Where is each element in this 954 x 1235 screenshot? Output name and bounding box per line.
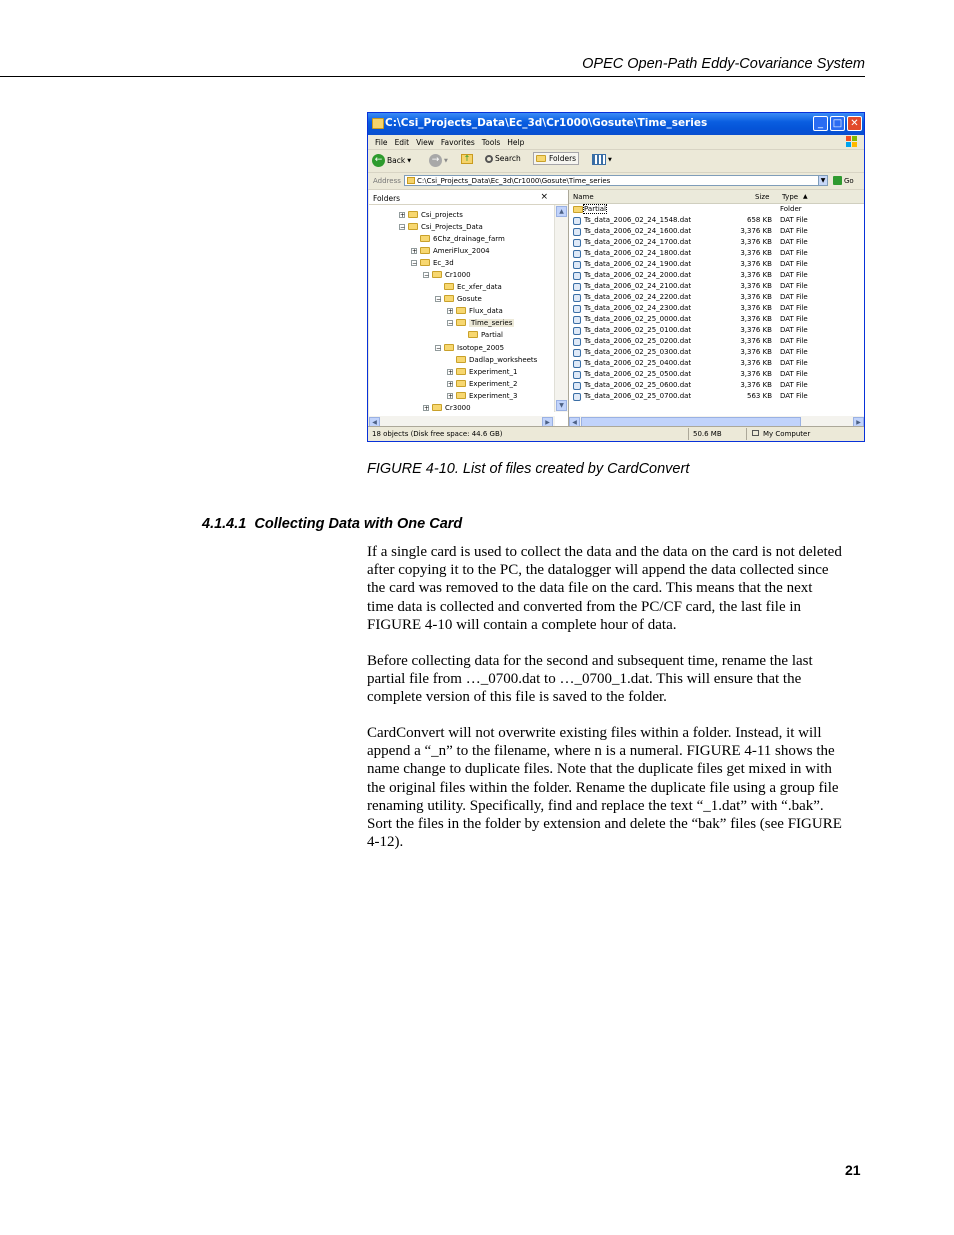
scroll-left-icon[interactable]: ◀: [369, 417, 380, 428]
menu-edit[interactable]: Edit: [394, 138, 410, 147]
file-row[interactable]: [569, 259, 865, 270]
folder-icon: [444, 295, 454, 302]
expander-icon[interactable]: +: [412, 247, 418, 255]
file-icon: [573, 327, 581, 335]
up-folder-icon: ↑: [461, 154, 473, 164]
title-bar: [368, 113, 864, 135]
tree-item[interactable]: [411, 257, 454, 268]
file-type: DAT File: [780, 271, 808, 279]
file-row[interactable]: [569, 226, 865, 237]
folder-icon: [536, 155, 546, 162]
file-type: DAT File: [780, 315, 808, 323]
expander-icon: [435, 284, 441, 290]
tree-item-label: Experiment_2: [469, 379, 518, 388]
up-folder-button[interactable]: [461, 154, 473, 164]
status-objects: 18 objects (Disk free space: 44.6 GB): [372, 430, 503, 438]
file-size: 3,376 KB: [740, 304, 772, 312]
expander-icon[interactable]: −: [424, 271, 430, 279]
text-line: after copying it to the PC, the datalogger will append the data collected since: [367, 562, 829, 579]
file-row[interactable]: [569, 292, 865, 303]
tree-item-label: Cr1000: [445, 270, 471, 279]
go-arrow-icon: [833, 176, 842, 185]
file-name: Ts_data_2006_02_25_0000.dat: [584, 315, 692, 323]
file-name: Ts_data_2006_02_24_2300.dat: [584, 304, 692, 312]
file-size: 3,376 KB: [740, 348, 772, 356]
tree-item[interactable]: [435, 342, 504, 353]
folder-icon: [372, 118, 384, 129]
go-button[interactable]: [833, 176, 854, 185]
file-type: DAT File: [780, 260, 808, 268]
text-line: name change to duplicate files. Note that the duplicate files get mixed in with: [367, 761, 832, 778]
file-type: DAT File: [780, 381, 808, 389]
page-number: 21: [845, 1162, 861, 1178]
text-line: the original files within the folder. Rename the duplicate file using a group file: [367, 779, 839, 796]
file-row[interactable]: [569, 358, 865, 369]
file-type: DAT File: [780, 326, 808, 334]
file-name: Ts_data_2006_02_25_0600.dat: [584, 381, 692, 389]
tree-item-selected[interactable]: [447, 317, 514, 328]
text-line: complete version of this file is saved to the folder.: [367, 689, 667, 706]
paragraph: [367, 652, 867, 707]
views-grid-icon: [592, 154, 606, 165]
tree-item[interactable]: [423, 402, 471, 413]
file-name: Ts_data_2006_02_25_0700.dat: [584, 392, 692, 400]
file-size: 3,376 KB: [740, 260, 772, 268]
tree-item[interactable]: [447, 354, 537, 365]
file-size: 3,376 KB: [740, 381, 772, 389]
menu-help[interactable]: Help: [507, 138, 525, 147]
page-header: [0, 54, 865, 77]
file-size: 3,376 KB: [740, 282, 772, 290]
address-label: Address: [373, 177, 401, 185]
tree-item[interactable]: [447, 305, 503, 316]
minimize-button[interactable]: _: [813, 116, 828, 131]
address-value: C:\Csi_Projects_Data\Ec_3d\Cr1000\Gosute\Time_series: [417, 177, 611, 185]
scroll-down-icon[interactable]: ▼: [556, 400, 567, 411]
folder-icon: [420, 235, 430, 242]
file-icon: [573, 294, 581, 302]
file-icon: [573, 371, 581, 379]
expander-icon[interactable]: −: [448, 319, 454, 327]
search-label: Search: [495, 154, 521, 163]
file-name: Ts_data_2006_02_24_1600.dat: [584, 227, 692, 235]
tree-item[interactable]: [423, 269, 471, 280]
expander-icon[interactable]: +: [448, 368, 454, 376]
file-name: Partial: [584, 205, 606, 213]
expander-icon: [459, 332, 465, 338]
search-button[interactable]: [485, 154, 521, 163]
menu-file[interactable]: File: [375, 138, 388, 147]
file-icon: [573, 261, 581, 269]
back-button[interactable]: [372, 154, 411, 167]
forward-button[interactable]: [429, 154, 448, 167]
file-name: Ts_data_2006_02_24_1548.dat: [584, 216, 692, 224]
folder-icon: [468, 331, 478, 338]
menu-bar: [368, 135, 864, 150]
text-line: If a single card is used to collect the data and the data on the card is not deleted: [367, 544, 842, 560]
expander-icon[interactable]: +: [448, 392, 454, 400]
expander-icon[interactable]: −: [400, 223, 406, 231]
expander-icon: [447, 357, 453, 363]
file-name: Ts_data_2006_02_24_2100.dat: [584, 282, 692, 290]
folders-pane-title: Folders: [373, 194, 401, 203]
figure-caption: FIGURE 4-10. List of files created by CardConvert: [367, 461, 690, 477]
file-type: DAT File: [780, 227, 808, 235]
folder-icon: [444, 283, 454, 290]
views-button[interactable]: [592, 154, 612, 165]
expander-icon[interactable]: −: [436, 295, 442, 303]
text-line: time data is collected and converted from the PC/CF card, the last file in: [367, 598, 802, 615]
file-name: Ts_data_2006_02_24_1900.dat: [584, 260, 692, 268]
folder-icon: [407, 177, 415, 184]
tree-item-label: Ec_3d: [433, 258, 454, 267]
tree-item[interactable]: [411, 245, 490, 256]
column-type[interactable]: Type: [782, 193, 799, 201]
file-type: DAT File: [780, 392, 808, 400]
folder-icon: [420, 259, 430, 266]
windows-logo-icon: [846, 136, 858, 147]
file-row[interactable]: [569, 215, 865, 226]
file-name: Ts_data_2006_02_25_0100.dat: [584, 326, 692, 334]
file-name: Ts_data_2006_02_24_1800.dat: [584, 249, 692, 257]
file-type: DAT File: [780, 238, 808, 246]
tree-item[interactable]: [447, 390, 517, 401]
explorer-window: [367, 112, 865, 442]
expander-icon[interactable]: +: [424, 404, 430, 412]
folders-label: Folders: [549, 154, 577, 163]
expander-icon: [411, 236, 417, 242]
expander-icon[interactable]: −: [436, 344, 442, 352]
folder-icon: [573, 206, 583, 213]
folder-icon: [444, 344, 454, 351]
file-row[interactable]: [569, 204, 865, 215]
file-type: DAT File: [780, 304, 808, 312]
file-name: Ts_data_2006_02_24_1700.dat: [584, 238, 692, 246]
folder-icon: [456, 356, 466, 363]
search-icon: [485, 155, 493, 163]
tree-item-label: AmeriFlux_2004: [433, 246, 490, 255]
file-name: Ts_data_2006_02_25_0200.dat: [584, 337, 692, 345]
file-row[interactable]: [569, 303, 865, 314]
address-input[interactable]: [404, 175, 827, 186]
folder-icon: [432, 404, 442, 411]
text-line: the card was removed to the data file on the card. This means that the next: [367, 580, 813, 597]
file-size: 658 KB: [747, 216, 772, 224]
dropdown-arrow-icon: ▼: [444, 157, 448, 164]
tree-item[interactable]: [399, 209, 463, 220]
file-size: 3,376 KB: [740, 271, 772, 279]
file-row[interactable]: [569, 248, 865, 259]
folders-pane-header: [369, 190, 568, 205]
text-line: 4-12).: [367, 834, 404, 851]
file-row[interactable]: [569, 369, 865, 380]
address-bar: [368, 173, 864, 190]
dropdown-arrow-icon: ▼: [608, 156, 612, 163]
expander-icon[interactable]: +: [448, 307, 454, 315]
tree-item-label: Experiment_1: [469, 367, 518, 376]
tree-item[interactable]: [447, 378, 517, 389]
file-type: DAT File: [780, 337, 808, 345]
menu-view[interactable]: View: [416, 138, 434, 147]
status-location: My Computer: [763, 430, 811, 438]
text-line: partial file from …_0700.dat to …_0700_1.dat. This will ensure that the: [367, 671, 802, 688]
tree-item-label: Time_series: [471, 318, 513, 327]
text-line: append a “_n” to the filename, where n is a numeral. FIGURE 4-11 shows the: [367, 743, 835, 760]
file-type: DAT File: [780, 359, 808, 367]
tree-item[interactable]: [411, 233, 505, 244]
open-folder-icon: [456, 319, 466, 326]
file-icon: [573, 272, 581, 280]
text-line: Sort the files in the folder by extension and delete the “bak” files (see FIGURE: [367, 816, 842, 833]
tree-item[interactable]: [435, 281, 502, 292]
file-size: 3,376 KB: [740, 315, 772, 323]
file-size: 3,376 KB: [740, 293, 772, 301]
file-row[interactable]: [569, 336, 865, 347]
tree-item-label: Cr3000: [445, 403, 471, 412]
file-icon: [573, 382, 581, 390]
header-title: OPEC Open-Path Eddy-Covariance System: [582, 56, 865, 72]
file-name: Ts_data_2006_02_24_2200.dat: [584, 293, 692, 301]
scroll-left-icon[interactable]: ◀: [569, 417, 580, 428]
file-icon: [573, 349, 581, 357]
expander-icon[interactable]: +: [400, 211, 406, 219]
text-line: CardConvert will not overwrite existing files within a folder. Instead, it will: [367, 725, 822, 741]
section-title: Collecting Data with One Card: [254, 516, 463, 532]
file-icon: [573, 283, 581, 291]
tree-item[interactable]: [459, 329, 503, 340]
file-icon: [573, 239, 581, 247]
scroll-right-icon[interactable]: ▶: [542, 417, 553, 428]
tree-item-label: 6Chz_drainage_farm: [433, 234, 505, 243]
tree-item-label: Gosute: [457, 294, 482, 303]
tree-item-label: Experiment_3: [469, 391, 518, 400]
status-size: 50.6 MB: [693, 430, 722, 438]
folder-icon: [420, 247, 430, 254]
file-icon: [573, 217, 581, 225]
tree-item-label: Csi_projects: [421, 210, 463, 219]
file-row[interactable]: [569, 281, 865, 292]
expander-icon[interactable]: −: [412, 259, 418, 267]
section-number: 4.1.4.1: [202, 516, 247, 532]
file-row[interactable]: [569, 325, 865, 336]
go-label: Go: [844, 176, 854, 185]
file-size: 3,376 KB: [740, 249, 772, 257]
folder-icon: [456, 307, 466, 314]
paragraph: [367, 543, 867, 634]
tree-item[interactable]: [399, 221, 483, 232]
tree-item-label: Isotope_2005: [457, 343, 505, 352]
scroll-up-icon[interactable]: ▲: [556, 206, 567, 217]
file-type: Folder: [780, 205, 802, 213]
menu-tools[interactable]: Tools: [481, 138, 501, 147]
text-line: FIGURE 4-10 will contain a complete hour of data.: [367, 616, 677, 633]
back-arrow-icon: ←: [372, 154, 385, 167]
file-type: DAT File: [780, 370, 808, 378]
folder-icon: [408, 211, 418, 218]
tree-item-label: Ec_xfer_data: [457, 282, 502, 291]
file-row[interactable]: [569, 270, 865, 281]
file-icon: [573, 360, 581, 368]
file-type: DAT File: [780, 348, 808, 356]
tree-item-label: Dadlap_worksheets: [469, 355, 538, 364]
file-type: DAT File: [780, 282, 808, 290]
address-dropdown-button[interactable]: ▼: [818, 175, 828, 186]
file-name: Ts_data_2006_02_24_2000.dat: [584, 271, 692, 279]
file-size: 3,376 KB: [740, 337, 772, 345]
computer-icon: [752, 430, 759, 436]
maximize-button[interactable]: □: [830, 116, 845, 131]
tree-vertical-scrollbar[interactable]: [554, 205, 568, 412]
sort-ascending-icon: ▲: [803, 193, 808, 200]
tree-item-label: Flux_data: [469, 306, 503, 315]
file-type: DAT File: [780, 216, 808, 224]
dropdown-arrow-icon: ▼: [407, 157, 412, 164]
folder-icon: [456, 380, 466, 387]
column-size[interactable]: Size: [755, 193, 770, 201]
folders-button[interactable]: [533, 152, 579, 165]
file-name: Ts_data_2006_02_25_0400.dat: [584, 359, 692, 367]
close-button[interactable]: ✕: [847, 116, 862, 131]
column-headers: [569, 190, 865, 204]
file-list-pane: [569, 190, 865, 428]
scroll-right-icon[interactable]: ▶: [853, 417, 864, 428]
tree-item-label: Partial: [481, 330, 503, 339]
file-row[interactable]: [569, 314, 865, 325]
file-name: Ts_data_2006_02_25_0300.dat: [584, 348, 692, 356]
folders-pane: [369, 190, 569, 428]
tree-item-label: Csi_Projects_Data: [421, 222, 483, 231]
window-title: C:\Csi_Projects_Data\Ec_3d\Cr1000\Gosute\Time_series: [385, 117, 708, 129]
folder-icon: [456, 368, 466, 375]
tree-item[interactable]: [435, 293, 482, 304]
file-type: DAT File: [780, 293, 808, 301]
file-row[interactable]: [569, 380, 865, 391]
file-size: 3,376 KB: [740, 227, 772, 235]
status-bar: [368, 426, 864, 441]
column-name[interactable]: Name: [573, 193, 594, 201]
file-icon: [573, 316, 581, 324]
tree-item[interactable]: [447, 366, 517, 377]
file-size: 3,376 KB: [740, 326, 772, 334]
folder-icon: [432, 271, 442, 278]
file-size: 3,376 KB: [740, 370, 772, 378]
file-row[interactable]: [569, 237, 865, 248]
paragraph: [367, 724, 867, 851]
close-pane-icon[interactable]: ×: [540, 192, 548, 202]
file-size: 3,376 KB: [740, 359, 772, 367]
expander-icon[interactable]: +: [448, 380, 454, 388]
menu-favorites[interactable]: Favorites: [440, 138, 475, 147]
file-size: 563 KB: [747, 392, 772, 400]
back-label: Back: [387, 156, 406, 165]
file-type: DAT File: [780, 249, 808, 257]
forward-arrow-icon: →: [429, 154, 442, 167]
file-name: Ts_data_2006_02_25_0500.dat: [584, 370, 692, 378]
file-icon: [573, 250, 581, 258]
file-icon: [573, 338, 581, 346]
text-line: renaming utility. Specifically, find and replace the text “_1.dat” with “.bak”.: [367, 797, 824, 814]
folder-icon: [408, 223, 418, 230]
text-line: Before collecting data for the second and subsequent time, rename the last: [367, 653, 813, 669]
file-icon: [573, 305, 581, 313]
file-size: 3,376 KB: [740, 238, 772, 246]
file-icon: [573, 393, 581, 401]
section-heading: [202, 516, 462, 532]
file-icon: [573, 228, 581, 236]
file-row[interactable]: [569, 347, 865, 358]
file-row[interactable]: [569, 391, 865, 402]
folder-icon: [456, 392, 466, 399]
toolbar: [368, 150, 864, 173]
